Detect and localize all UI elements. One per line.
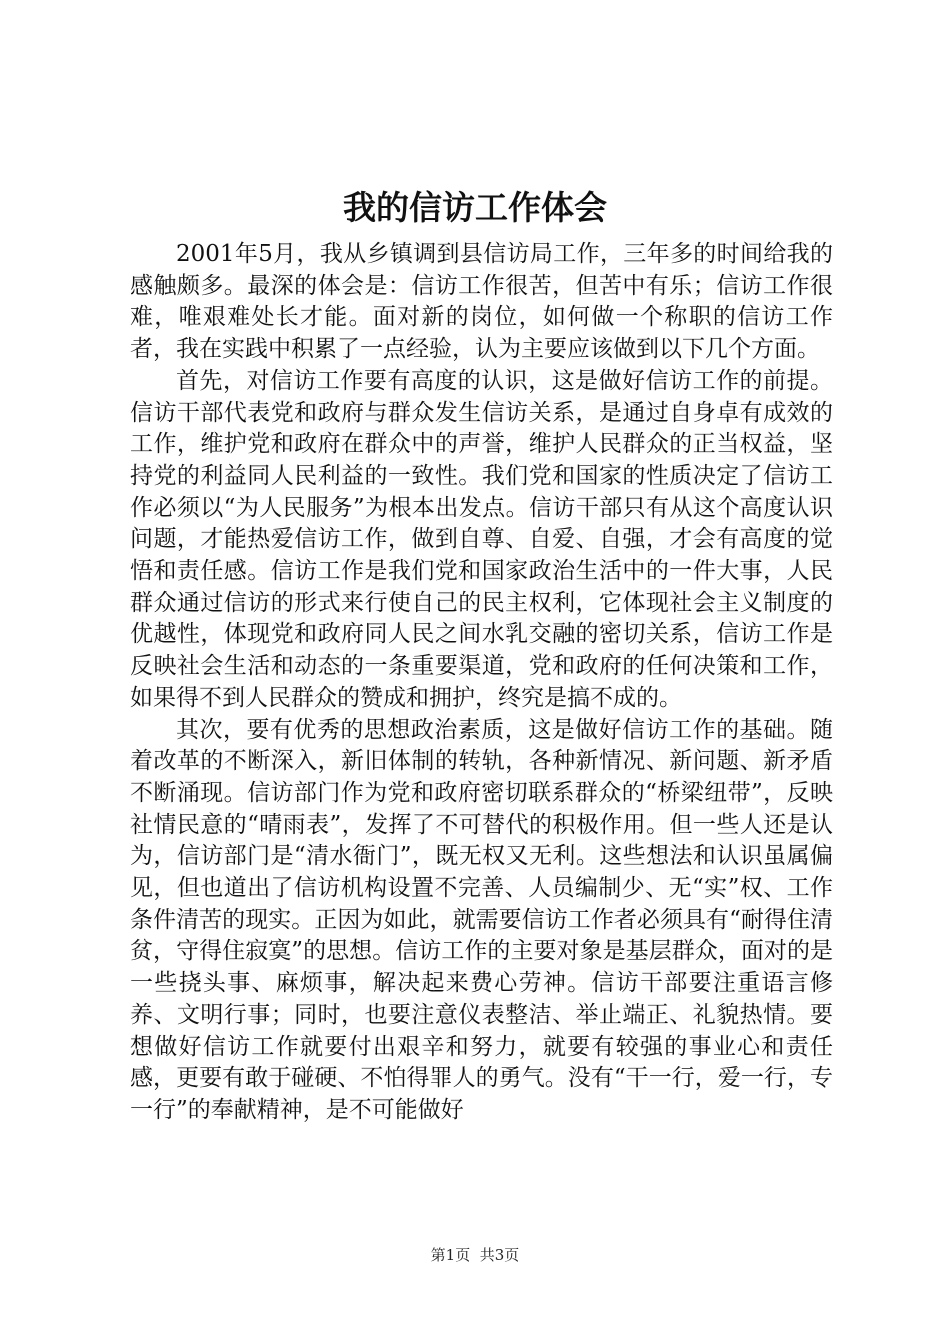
page-number-total: 共3页 — [479, 1246, 520, 1264]
body-paragraph-3: 其次，要有优秀的思想政治素质，这是做好信访工作的基础。随着改革的不断深入，新旧体制的转轨，各种新情况、新问题、新矛盾不断涌现。信访部门作为党和政府密切联系群众的“桥梁纽带”，反映社情民意的“晴雨表”，发挥了不可替代的积极作用。但一些人还是认为，信访部门是“清水衙门”，既无权又无利。这些想法和认识虽属偏见，但也道出了信访机构设置不完善、人员编制少、无“实”权、工作条件清苦的现实。正因为如此，就需要信访工作者必须具有“耐得住清贫，守得住寂寞”的思想。信访工作的主要对象是基层群众，面对的是一些挠头事、麻烦事，解决起来费心劳神。信访干部要注重语言修养、文明行事；同时，也要注意仪表整洁、举止端正、礼貌热情。要想做好信访工作就要付出艰辛和努力，就要有较强的事业心和责任感，更要有敢于碰硬、不怕得罪人的勇气。没有“干一行，爱一行，专一行”的奉献精神，是不可能做好 — [130, 716, 833, 1123]
page-footer — [0, 1245, 950, 1265]
page-number-current: 第1页 — [430, 1246, 471, 1264]
body-paragraph-2: 首先，对信访工作要有高度的认识，这是做好信访工作的前提。信访干部代表党和政府与群众发生信访关系，是通过自身卓有成效的工作，维护党和政府在群众中的声誉，维护人民群众的正当权益，坚持党的利益同人民利益的一致性。我们党和国家的性质决定了信访工作必须以“为人民服务”为根本出发点。信访干部只有从这个高度认识问题，才能热爱信访工作，做到自尊、自爱、自强，才会有高度的觉悟和责任感。信访工作是我们党和国家政治生活中的一件大事，人民群众通过信访的形式来行使自己的民主权利，它体现社会主义制度的优越性，体现党和政府同人民之间水乳交融的密切关系，信访工作是反映社会生活和动态的一条重要渠道，党和政府的任何决策和工作，如果得不到人民群众的赞成和拥护，终究是搞不成的。 — [130, 367, 833, 711]
document-body — [130, 239, 833, 1127]
document-title: 我的信访工作体会 — [343, 188, 607, 227]
body-paragraph-1: 2001年5月，我从乡镇调到县信访局工作，三年多的时间给我的感触颇多。最深的体会是：信访工作很苦，但苦中有乐；信访工作很难，唯艰难处长才能。面对新的岗位，如何做一个称职的信访工作者，我在实践中积累了一点经验，认为主要应该做到以下几个方面。 — [130, 241, 833, 363]
